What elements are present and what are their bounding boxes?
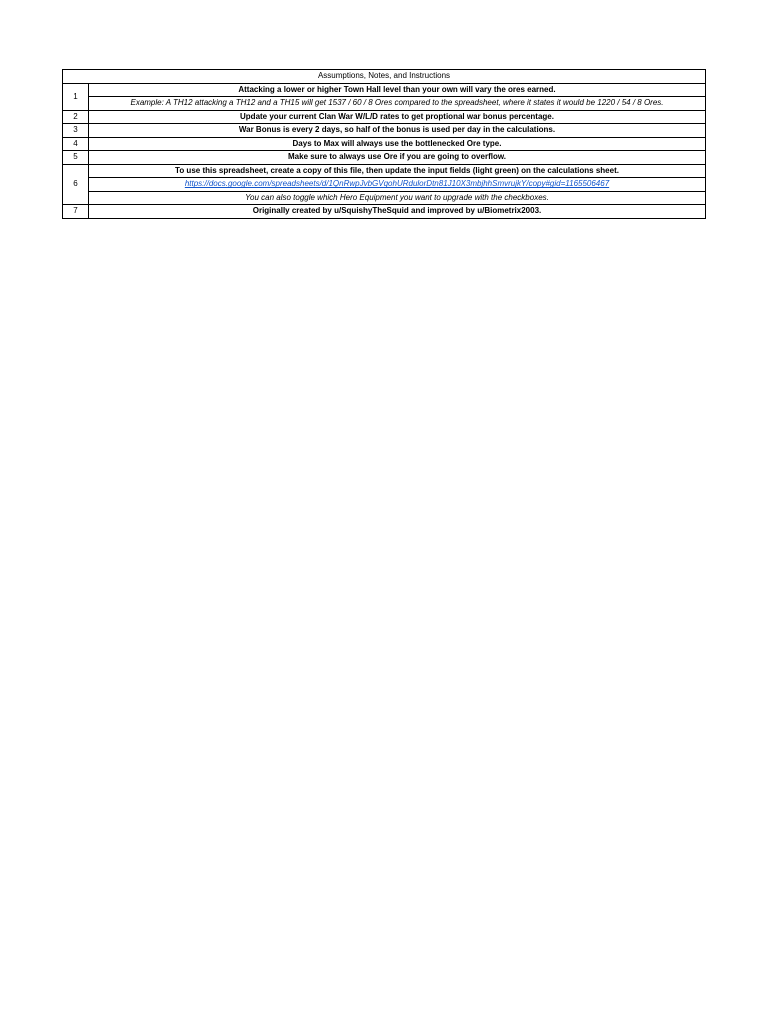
table-title: Assumptions, Notes, and Instructions	[63, 70, 706, 84]
link-cell	[89, 178, 706, 192]
table-row	[63, 205, 706, 219]
row-number: 1	[63, 83, 89, 110]
note-text: Days to Max will always use the bottlenecked Ore type.	[89, 137, 706, 151]
note-text: Attacking a lower or higher Town Hall level than your own will vary the ores earned.	[89, 83, 706, 97]
table-row	[63, 110, 706, 124]
table-row	[63, 178, 706, 192]
spreadsheet-copy-link[interactable]: https://docs.google.com/spreadsheets/d/1QnRwpJvbGVqohURdulorDtn81J10X3mbjhhSmvrujkY/copy#gid=1165506467	[184, 179, 610, 189]
table-row	[63, 83, 706, 97]
row-number: 3	[63, 124, 89, 138]
credits-text: Originally created by u/SquishyTheSquid and improved by u/Biometrix2003.	[89, 205, 706, 219]
table-row	[63, 124, 706, 138]
row-number: 6	[63, 164, 89, 205]
table-row	[63, 97, 706, 111]
table-title-row	[63, 70, 706, 84]
table-row	[63, 164, 706, 178]
note-hint-text: You can also toggle which Hero Equipment you want to upgrade with the checkboxes.	[89, 191, 706, 205]
table-row	[63, 151, 706, 165]
row-number: 5	[63, 151, 89, 165]
table-row	[63, 137, 706, 151]
note-text: War Bonus is every 2 days, so half of the bonus is used per day in the calculations.	[89, 124, 706, 138]
row-number: 4	[63, 137, 89, 151]
note-text: Update your current Clan War W/L/D rates to get proptional war bonus percentage.	[89, 110, 706, 124]
row-number: 2	[63, 110, 89, 124]
note-example-text: Example: A TH12 attacking a TH12 and a TH15 will get 1537 / 60 / 8 Ores compared to the spreadsheet, where it states it would be 1220 / 54 / 8 Ores.	[89, 97, 706, 111]
row-number: 7	[63, 205, 89, 219]
notes-table	[62, 69, 706, 219]
note-text: Make sure to always use Ore if you are going to overflow.	[89, 151, 706, 165]
table-row	[63, 191, 706, 205]
note-text: To use this spreadsheet, create a copy of this file, then update the input fields (light green) on the calculations sheet.	[89, 164, 706, 178]
